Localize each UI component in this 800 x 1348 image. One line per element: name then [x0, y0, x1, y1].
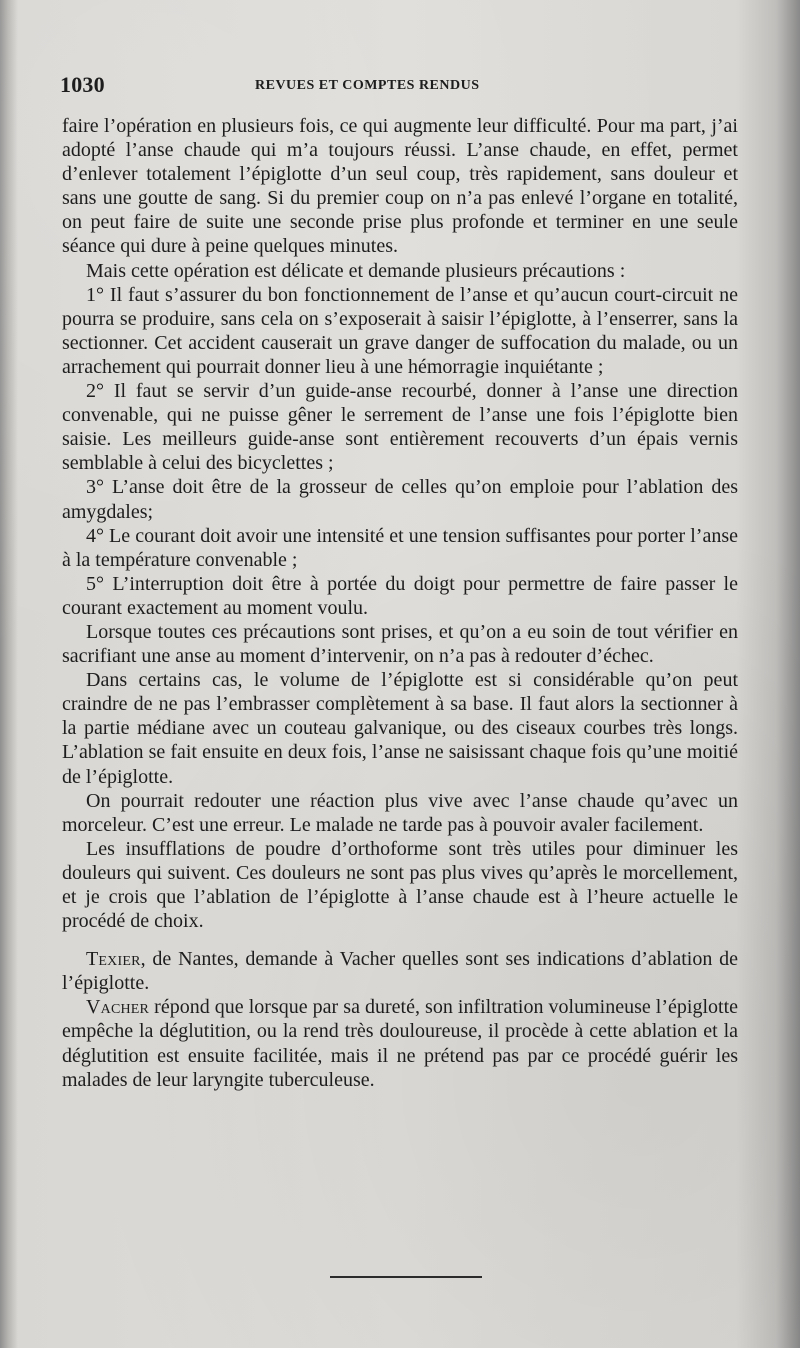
paragraph-vacher [62, 995, 738, 1091]
paragraph-texier [62, 947, 738, 995]
paragraph-7: 5° L’interruption doit être à portée du doigt pour permettre de faire passer le courant exactement au moment voulu. [62, 572, 738, 619]
paragraph-2: Mais cette opération est délicate et demande plusieurs précautions : [86, 259, 626, 282]
paragraph-3: 1° Il faut s’assurer du bon fonctionnement de l’anse et qu’aucun court-circuit ne pourra se produire, sans cela on s’exposerait à saisir l’épiglotte, à l’enserrer, sans la sectionner. Cet accident causerait un grave danger de suffocation du malade, ou un arrachement qui pourrait donner lieu à une hémorragie inquiétante ; [62, 283, 738, 378]
paragraph-10: On pourrait redouter une réaction plus vive avec l’anse chaude qu’avec un morceleur. C’est une erreur. Le malade ne tarde pas à pouvoir avaler facilement. [62, 789, 738, 836]
page-number: 1030 [60, 72, 105, 97]
paragraph-5: 3° L’anse doit être de la grosseur de celles qu’on emploie pour l’ablation des amygdales; [62, 476, 738, 523]
paragraph-6: 4° Le courant doit avoir une intensité et une tension suffisantes pour porter l’anse à la température convenable ; [62, 524, 738, 571]
paragraph-11: Les insufflations de poudre d’orthoforme sont très utiles pour diminuer les douleurs qui suivent. Ces douleurs ne sont pas plus vives qu’après le morcellement, et je crois que l’ablation de l’épiglotte à l’anse chaude est à l’heure actuelle le procédé de choix. [62, 837, 738, 933]
vacher-text: répond que lorsque par sa dureté, son infiltration volumineuse l’épiglotte empêche la déglutition, ou la rend très douloureuse, il procède à cette ablation et la déglutition est ensuite facilitée, mais il ne prétend pas par ce procédé guérir les malades de leur laryngite tuberculeuse. [62, 996, 738, 1091]
author-vacher: Vacher [86, 996, 150, 1019]
paragraph-4: 2° Il faut se servir d’un guide-anse recourbé, donner à l’anse une direction convenable, qui ne puisse gêner le serrement de l’anse une fois l’épiglotte bien saisie. Les meilleurs guide-anse sont entièrement recouverts d’un épais vernis semblable à celui des bicyclettes ; [62, 380, 738, 475]
end-rule [330, 1276, 482, 1278]
running-head: REVUES ET COMPTES RENDUS [255, 78, 480, 93]
paragraph-8: Lorsque toutes ces précautions sont prises, et qu’on a eu soin de tout vérifier en sacrifiant une anse au moment d’intervenir, on n’a pas à redouter d’échec. [62, 620, 738, 668]
page-header [60, 72, 740, 104]
paragraph-1: faire l’opération en plusieurs fois, ce qui augmente leur difficulté. Pour ma part, j’ai adopté l’anse chaude qui m’a toujours réussi. L’anse chaude, en effet, permet d’enlever totalement l’épiglotte d’un seul coup, très rapidement, sans douleur et sans une goutte de sang. Si du premier coup on n’a pas enlevé l’organe en totalité, on peut faire de suite une seconde prise plus profonde et terminer en une seule séance qui dure à peine quelques minutes. [62, 115, 738, 258]
author-texier: Texier [86, 948, 141, 971]
paragraph-9: Dans certains cas, le volume de l’épiglotte est si considérable qu’on peut craindre de ne pas l’embrasser complètement à sa base. Il faut alors la sectionner à la partie médiane avec un couteau galvanique, ou des ciseaux courbes très longs. L’ablation se fait ensuite en deux fois, l’anse ne saisissant chaque fois qu’une moitié de l’épiglotte. [62, 669, 738, 788]
texier-text: , de Nantes, demande à Vacher quelles sont ses indications d’ablation de l’épiglotte. [62, 948, 738, 995]
main-text [62, 114, 738, 1092]
